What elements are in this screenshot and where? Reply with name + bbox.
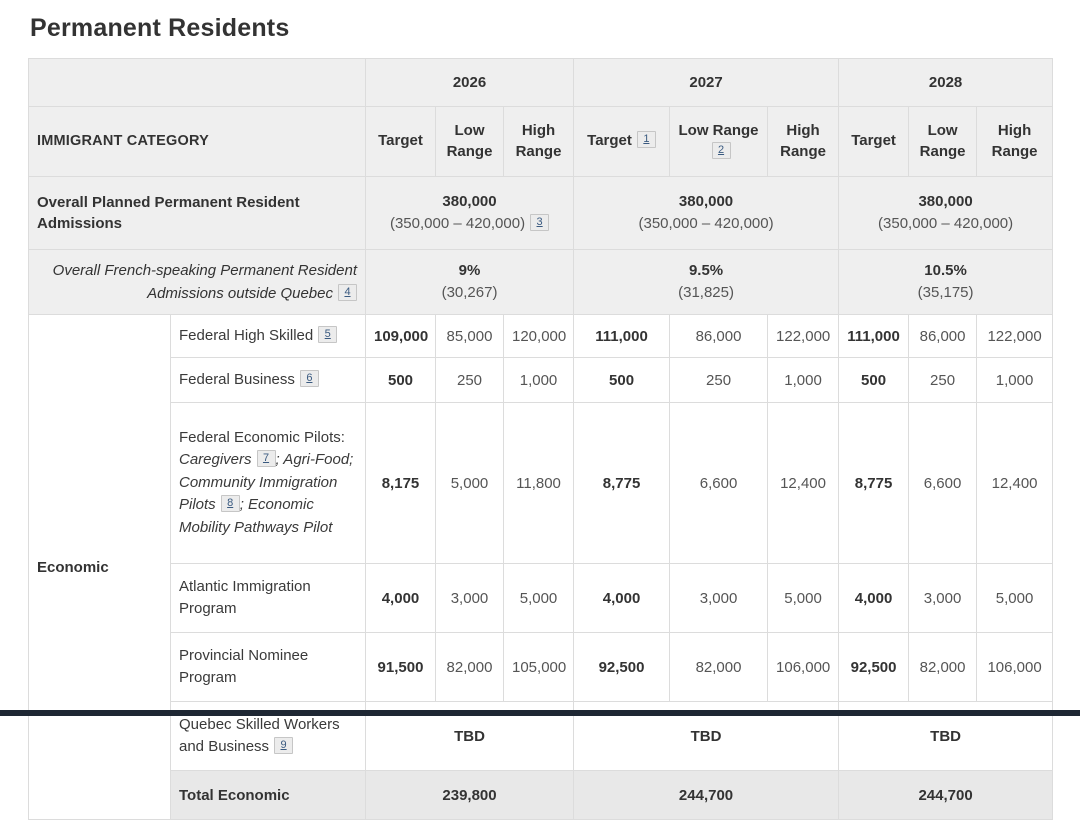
row-label: Overall Planned Permanent Resident Admissions: [29, 177, 366, 250]
overall-value-2028: [839, 177, 1053, 250]
overall-value-2027: [574, 177, 839, 250]
pilots-label-seg1: Caregivers: [179, 451, 252, 469]
footnote-link-5[interactable]: 5: [318, 326, 337, 343]
overall-main-2027: 380,000: [678, 193, 734, 211]
pilots-high-2026: 11,800: [504, 403, 574, 564]
pnp-high-2028: 106,000: [977, 633, 1053, 702]
row-label: Total Economic: [171, 771, 366, 820]
row-label: Provincial Nominee Program: [171, 633, 366, 702]
fb-low-2026: 250: [436, 358, 504, 403]
french-value-2028: [839, 250, 1053, 315]
fb-target-2027: 500: [574, 358, 670, 403]
french-range-2026: (30,267): [441, 284, 498, 301]
footnote-link-9[interactable]: 9: [274, 737, 293, 754]
bottom-window-edge: [0, 710, 1080, 716]
subheader-low-2026: [436, 107, 504, 177]
table-row-atlantic: [29, 564, 1053, 633]
pilots-target-2026: 8,175: [366, 403, 436, 564]
fhs-high-2026: 120,000: [504, 315, 574, 358]
category-header: IMMIGRANT CATEGORY: [29, 107, 366, 177]
subheader-target-2026: [366, 107, 436, 177]
fb-label-text: Federal Business: [179, 370, 295, 388]
subheader-label: Low Range: [678, 122, 759, 140]
french-main-2027: 9.5%: [688, 262, 724, 280]
subheader-target-2027: [574, 107, 670, 177]
footnote-link-6[interactable]: 6: [300, 370, 319, 387]
atlantic-high-2027: 5,000: [768, 564, 839, 633]
footnote-link-3[interactable]: 3: [530, 214, 549, 231]
overall-main-2028: 380,000: [918, 193, 973, 211]
french-value-2027: [574, 250, 839, 315]
table-row-total-economic: [29, 771, 1053, 820]
quebec-value-2026: TBD: [366, 702, 574, 771]
fhs-target-2026: 109,000: [366, 315, 436, 358]
fhs-label-text: Federal High Skilled: [179, 326, 314, 344]
overall-range-2028: (350,000 – 420,000): [878, 215, 1014, 232]
pilots-label-seg3: ; Economic Mobility Pathways Pilot: [179, 496, 333, 536]
fb-high-2026: 1,000: [504, 358, 574, 403]
table-row-federal-high-skilled: [29, 315, 1053, 358]
fhs-low-2027: 86,000: [670, 315, 768, 358]
fhs-high-2027: 122,000: [768, 315, 839, 358]
subheader-high-2027: [768, 107, 839, 177]
subheader-low-2027: [670, 107, 768, 177]
pilots-low-2028: 6,600: [909, 403, 977, 564]
total-value-2028: 244,700: [839, 771, 1053, 820]
footnote-link-1[interactable]: 1: [637, 131, 656, 148]
atlantic-low-2026: 3,000: [436, 564, 504, 633]
year-header-2026: 2026: [366, 59, 574, 107]
table-row-overall: [29, 177, 1053, 250]
atlantic-target-2028: 4,000: [839, 564, 909, 633]
subheader-target-2028: [839, 107, 909, 177]
table-row-federal-business: [29, 358, 1053, 403]
subheader-label: High Range: [991, 122, 1038, 160]
column-header-row: [29, 107, 1053, 177]
fhs-target-2028: 111,000: [839, 315, 909, 358]
row-label: [29, 250, 366, 315]
atlantic-high-2028: 5,000: [977, 564, 1053, 633]
subheader-label: High Range: [780, 122, 826, 160]
quebec-value-2027: TBD: [574, 702, 839, 771]
subheader-label: Target: [378, 132, 423, 150]
footnote-link-8[interactable]: 8: [221, 495, 240, 512]
fhs-high-2028: 122,000: [977, 315, 1053, 358]
footnote-link-2[interactable]: 2: [712, 142, 731, 159]
quebec-value-2028: TBD: [839, 702, 1053, 771]
fb-target-2028: 500: [839, 358, 909, 403]
corner-cell: [29, 59, 366, 107]
subheader-high-2028: [977, 107, 1053, 177]
french-label-text: Overall French-speaking Permanent Resident Admissions outside Quebec: [52, 261, 357, 302]
pnp-low-2026: 82,000: [436, 633, 504, 702]
atlantic-high-2026: 5,000: [504, 564, 574, 633]
table-row-federal-economic-pilots: [29, 403, 1053, 564]
fhs-low-2028: 86,000: [909, 315, 977, 358]
pilots-target-2028: 8,775: [839, 403, 909, 564]
pnp-target-2028: 92,500: [839, 633, 909, 702]
fb-low-2027: 250: [670, 358, 768, 403]
overall-main-2026: 380,000: [442, 193, 497, 211]
row-label: [171, 358, 366, 403]
pnp-low-2027: 82,000: [670, 633, 768, 702]
atlantic-low-2028: 3,000: [909, 564, 977, 633]
pilots-label-seg2: ; Agri-Food; Community Immigration Pilots: [179, 451, 354, 514]
subheader-label: High Range: [515, 122, 562, 160]
french-range-2027: (31,825): [678, 284, 734, 301]
table-row-french: [29, 250, 1053, 315]
pnp-high-2026: 105,000: [504, 633, 574, 702]
french-main-2026: 9%: [458, 262, 481, 280]
subheader-high-2026: [504, 107, 574, 177]
total-value-2026: 239,800: [366, 771, 574, 820]
quebec-label-text: Quebec Skilled Workers and Business: [179, 715, 340, 755]
year-header-2027: 2027: [574, 59, 839, 107]
total-value-2027: 244,700: [574, 771, 839, 820]
subheader-label: Low Range: [446, 122, 493, 160]
table-row-pnp: [29, 633, 1053, 702]
fhs-low-2026: 85,000: [436, 315, 504, 358]
french-value-2026: [366, 250, 574, 315]
french-main-2028: 10.5%: [924, 262, 967, 280]
fb-high-2027: 1,000: [768, 358, 839, 403]
fb-target-2026: 500: [366, 358, 436, 403]
row-label: [171, 315, 366, 358]
immigration-levels-table: [28, 58, 1053, 820]
footnote-link-4[interactable]: 4: [338, 284, 357, 301]
atlantic-low-2027: 3,000: [670, 564, 768, 633]
pnp-low-2028: 82,000: [909, 633, 977, 702]
pilots-low-2027: 6,600: [670, 403, 768, 564]
pnp-high-2027: 106,000: [768, 633, 839, 702]
subheader-label: Target: [587, 132, 632, 150]
pilots-high-2028: 12,400: [977, 403, 1053, 564]
fb-high-2028: 1,000: [977, 358, 1053, 403]
subheader-label: Low Range: [919, 122, 966, 160]
french-range-2028: (35,175): [917, 284, 974, 301]
subheader-label: Target: [851, 132, 896, 150]
footnote-link-7[interactable]: 7: [257, 450, 276, 467]
overall-range-2027: (350,000 – 420,000): [638, 215, 774, 232]
row-label: Atlantic Immigration Program: [171, 564, 366, 633]
fb-low-2028: 250: [909, 358, 977, 403]
overall-range-2026: (350,000 – 420,000): [389, 215, 526, 232]
fhs-target-2027: 111,000: [574, 315, 670, 358]
pnp-target-2026: 91,500: [366, 633, 436, 702]
row-label: [171, 403, 366, 564]
year-header-2028: 2028: [839, 59, 1053, 107]
subheader-low-2028: [909, 107, 977, 177]
pilots-high-2027: 12,400: [768, 403, 839, 564]
overall-value-2026: [366, 177, 574, 250]
atlantic-target-2026: 4,000: [366, 564, 436, 633]
economic-group-label: Economic: [29, 315, 171, 820]
pilots-target-2027: 8,775: [574, 403, 670, 564]
pilots-label-prefix: Federal Economic Pilots:: [179, 428, 345, 446]
pnp-target-2027: 92,500: [574, 633, 670, 702]
atlantic-target-2027: 4,000: [574, 564, 670, 633]
page-title: Permanent Residents: [30, 14, 290, 42]
pilots-low-2026: 5,000: [436, 403, 504, 564]
year-header-row: [29, 59, 1053, 107]
